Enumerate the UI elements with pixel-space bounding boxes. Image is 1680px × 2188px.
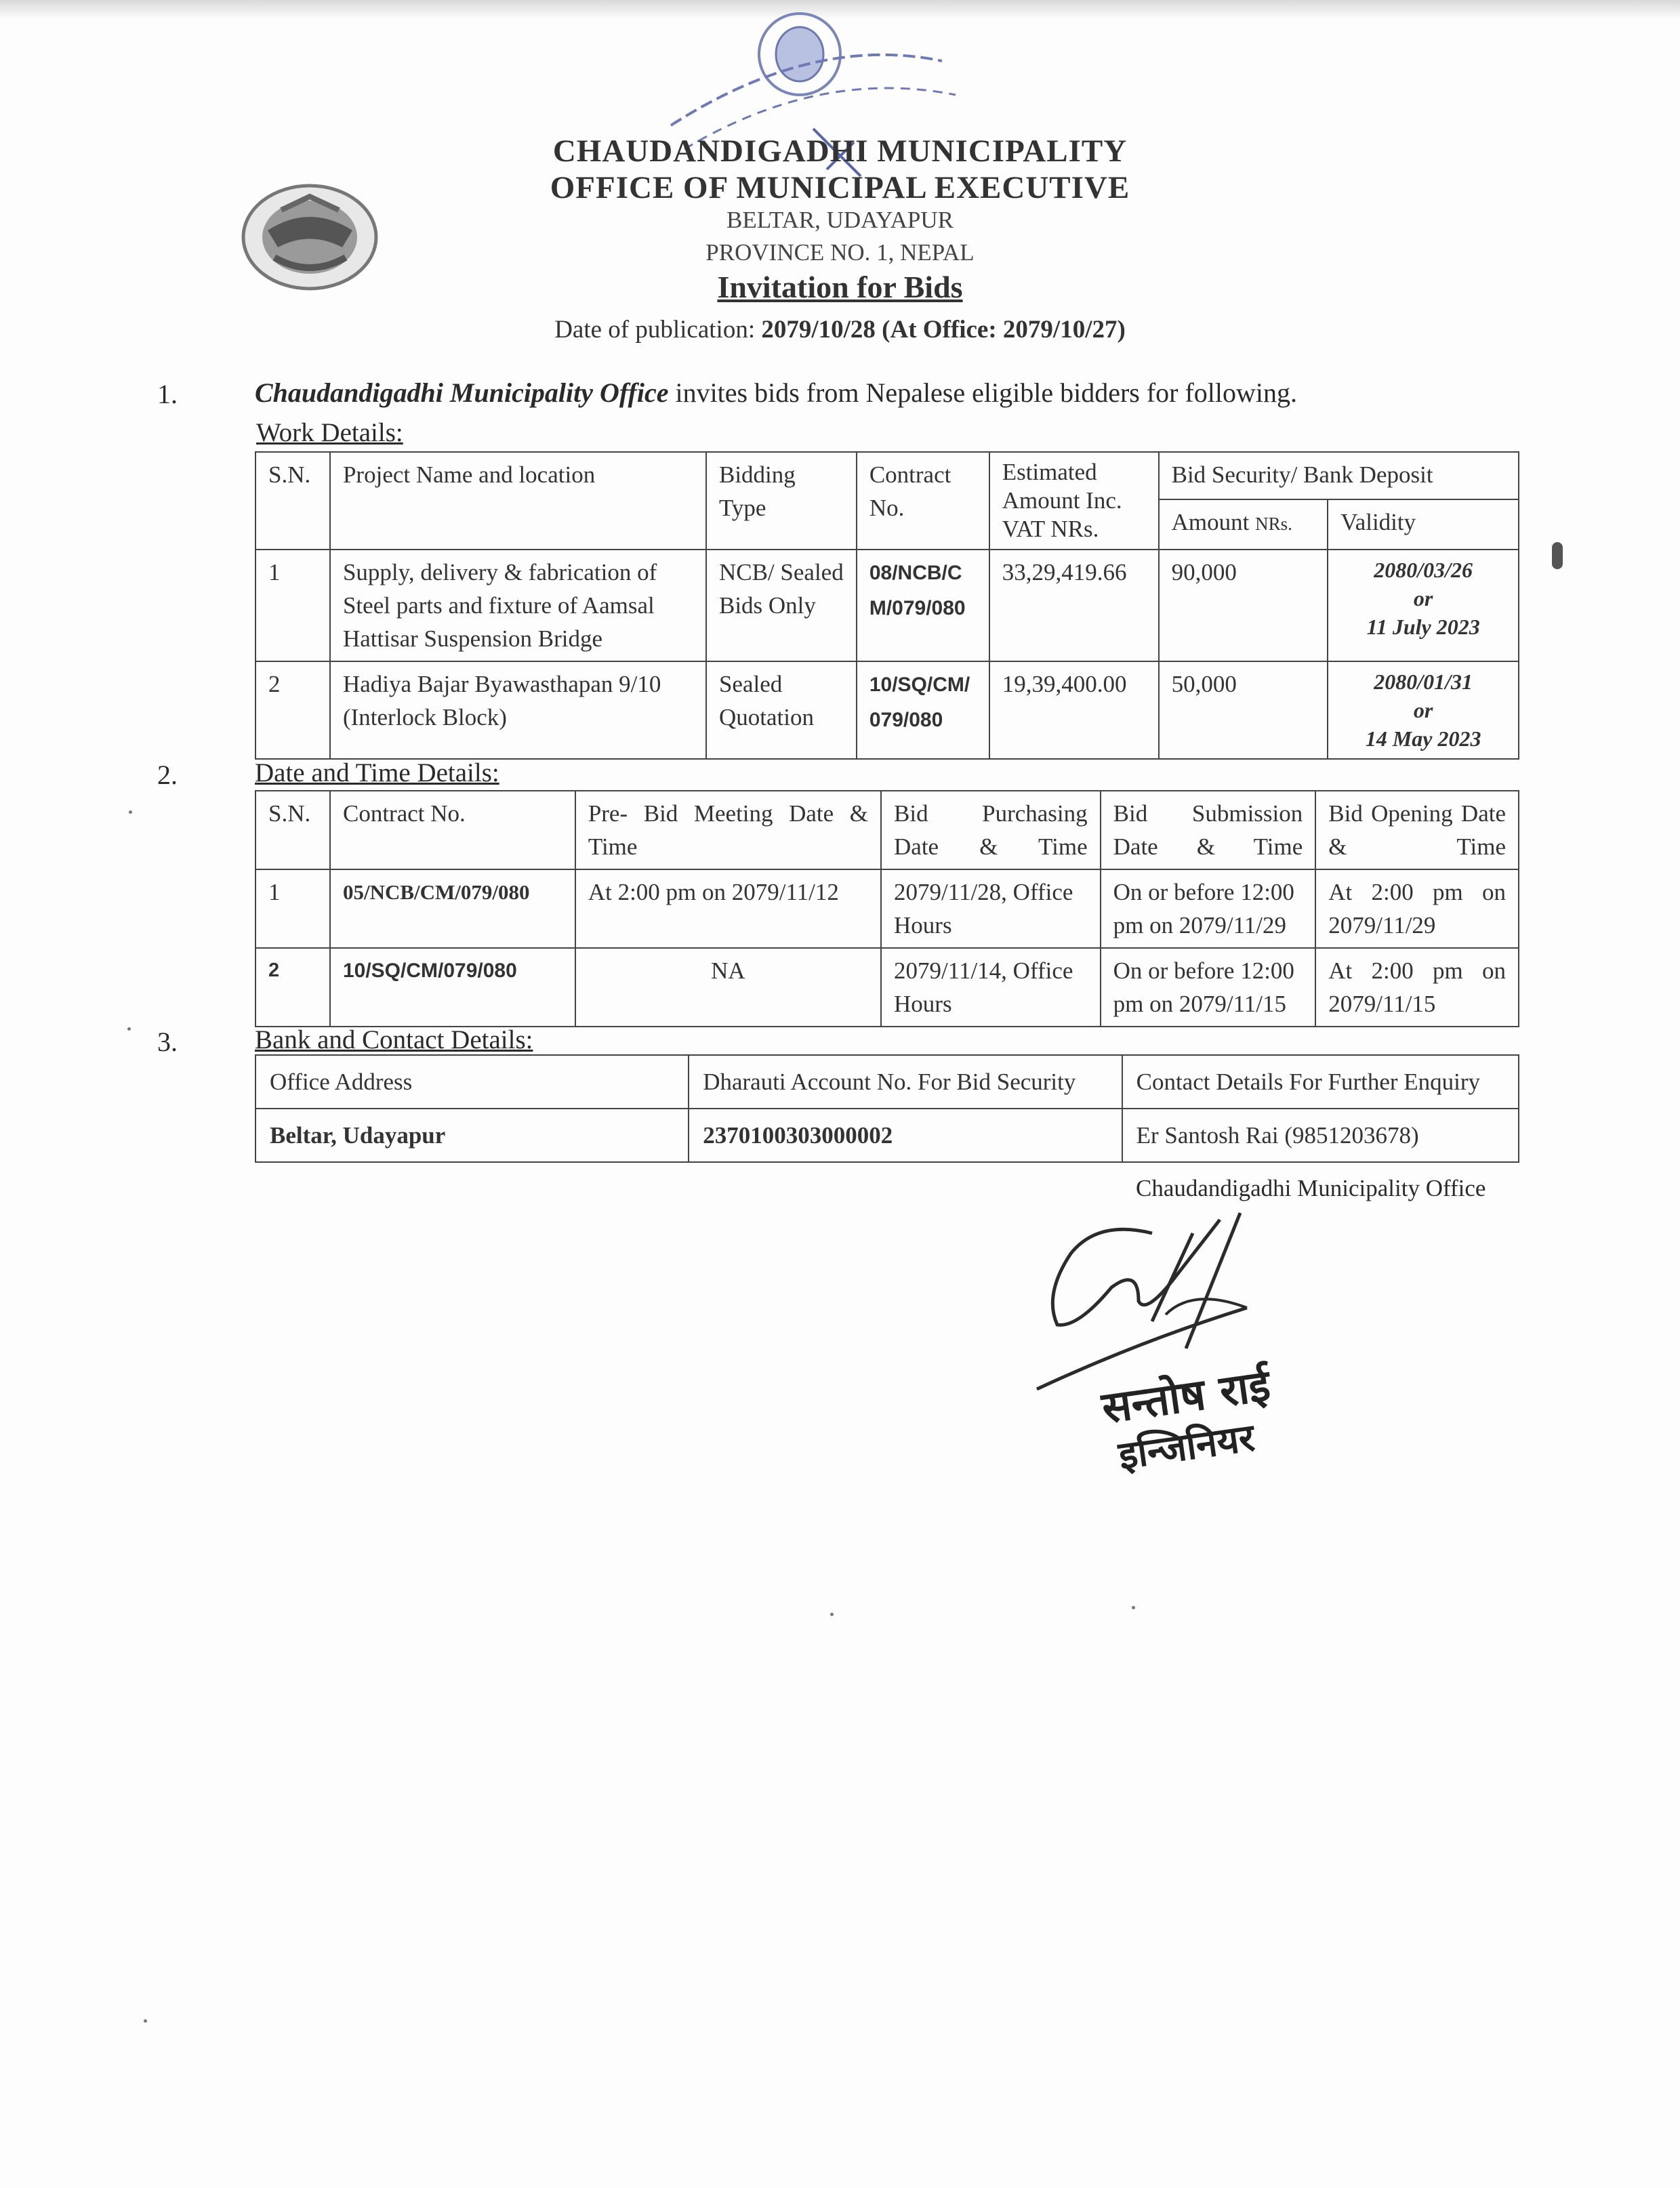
- col-account-no: Dharauti Account No. For Bid Security: [689, 1055, 1122, 1109]
- cell-purchasing: 2079/11/28, Office Hours: [881, 869, 1101, 948]
- bank-contact-table: [255, 1054, 1519, 1163]
- cell-account-no: 2370100303000002: [689, 1109, 1122, 1162]
- cell-validity: [1328, 550, 1519, 661]
- section-1-number: 1.: [157, 379, 178, 409]
- table-row: [255, 1109, 1519, 1162]
- cell-sn: 1: [255, 869, 330, 948]
- col-contract-no: Contract No.: [857, 452, 989, 550]
- signatory-office: Chaudandigadhi Municipality Office: [1136, 1175, 1486, 1201]
- col-contract-no: Contract No.: [330, 791, 575, 869]
- table-row: [255, 661, 1519, 759]
- validity-or: or: [1413, 586, 1433, 611]
- cell-prebid: At 2:00 pm on 2079/11/12: [575, 869, 881, 948]
- cell-opening: At 2:00 pm on 2079/11/15: [1315, 948, 1519, 1027]
- col-amount: [1159, 499, 1328, 550]
- col-opening: Bid Opening Date & Time: [1315, 791, 1519, 869]
- col-estimated: Estimated Amount Inc. VAT NRs.: [989, 452, 1159, 550]
- cell-amount: 50,000: [1159, 661, 1328, 759]
- scan-mark: [1552, 542, 1563, 569]
- office-name: OFFICE OF MUNICIPAL EXECUTIVE: [550, 170, 1130, 205]
- date-time-table: [255, 790, 1519, 1027]
- date-time-heading: Date and Time Details:: [255, 758, 499, 787]
- col-contact: Contact Details For Further Enquiry: [1122, 1055, 1519, 1109]
- publication-date: [0, 315, 1680, 344]
- cell-purchasing: 2079/11/14, Office Hours: [881, 948, 1101, 1027]
- cell-contract-no: 05/NCB/CM/079/080: [330, 869, 575, 948]
- col-purchasing: Bid Purchasing Date & Time: [881, 791, 1101, 869]
- col-bid-security: Bid Security/ Bank Deposit: [1159, 452, 1519, 499]
- col-amount-unit: NRs.: [1255, 514, 1292, 535]
- table-row: [255, 948, 1519, 1027]
- signatory-name-np: सन्तोष राई: [1099, 1360, 1273, 1434]
- cell-project: Hadiya Bajar Byawasthapan 9/10 (Interlock Block): [330, 661, 706, 759]
- table-row: [255, 550, 1519, 661]
- cell-amount: 90,000: [1159, 550, 1328, 661]
- scan-speck: [127, 1027, 131, 1031]
- col-validity: Validity: [1328, 499, 1519, 550]
- scan-speck: [830, 1613, 834, 1616]
- scan-speck: [144, 2019, 147, 2023]
- col-prebid: Pre- Bid Meeting Date & Time: [575, 791, 881, 869]
- validity-or: or: [1413, 698, 1433, 722]
- table-row: [255, 869, 1519, 948]
- signatory-title-np: इन्जिनियर: [1115, 1416, 1258, 1479]
- cell-sn: 1: [255, 550, 330, 661]
- col-submission: Bid Submission Date & Time: [1101, 791, 1316, 869]
- cell-submission: On or before 12:00 pm on 2079/11/29: [1101, 869, 1316, 948]
- section-2-number: 2.: [157, 760, 178, 790]
- validity-date-en: 11 July 2023: [1366, 615, 1480, 639]
- col-bidding-type: Bidding Type: [706, 452, 857, 550]
- section-3-number: 3.: [157, 1027, 178, 1057]
- col-project: Project Name and location: [330, 452, 706, 550]
- office-location: BELTAR, UDAYAPUR: [726, 207, 954, 233]
- municipality-name: CHAUDANDIGADHI MUNICIPALITY: [552, 133, 1128, 169]
- validity-date-np: 2080/03/26: [1374, 558, 1473, 582]
- section-1-intro-text: invites bids from Nepalese eligible bidders for following.: [668, 377, 1298, 408]
- cell-contract-no: 08/NCB/CM/079/080: [857, 550, 989, 661]
- cell-prebid: NA: [575, 948, 881, 1027]
- col-office-address: Office Address: [255, 1055, 689, 1109]
- cell-estimated: 33,29,419.66: [989, 550, 1159, 661]
- validity-date-np: 2080/01/31: [1374, 669, 1473, 694]
- scan-speck: [1132, 1606, 1135, 1609]
- col-sn: S.N.: [255, 791, 330, 869]
- cell-bidding-type: NCB/ Sealed Bids Only: [706, 550, 857, 661]
- cell-estimated: 19,39,400.00: [989, 661, 1159, 759]
- cell-contract-no: 10/SQ/CM/079/080: [857, 661, 989, 759]
- bank-contact-heading: Bank and Contact Details:: [255, 1025, 533, 1054]
- col-amount-label: Amount: [1171, 509, 1250, 536]
- work-details-heading: Work Details:: [256, 418, 403, 447]
- cell-office-address: Beltar, Udayapur: [255, 1109, 689, 1162]
- cell-sn: 2: [255, 948, 330, 1027]
- validity-date-en: 14 May 2023: [1365, 726, 1481, 751]
- publication-date-label: Date of publication:: [554, 316, 762, 344]
- cell-bidding-type: Sealed Quotation: [706, 661, 857, 759]
- province: PROVINCE NO. 1, NEPAL: [705, 239, 975, 266]
- cell-contract-no: 10/SQ/CM/079/080: [330, 948, 575, 1027]
- cell-sn: 2: [255, 661, 330, 759]
- cell-contact: Er Santosh Rai (9851203678): [1122, 1109, 1519, 1162]
- section-1-intro-org: Chaudandigadhi Municipality Office: [255, 377, 669, 408]
- publication-date-value: 2079/10/28 (At Office: 2079/10/27): [761, 316, 1126, 344]
- work-details-table: [255, 451, 1519, 760]
- cell-validity: [1328, 661, 1519, 759]
- cell-opening: At 2:00 pm on 2079/11/29: [1315, 869, 1519, 948]
- col-sn: S.N.: [255, 452, 330, 550]
- scan-speck: [129, 810, 132, 814]
- section-1-intro: [255, 377, 1297, 409]
- document-title: Invitation for Bids: [717, 270, 963, 304]
- cell-project: Supply, delivery & fabrication of Steel parts and fixture of Aamsal Hattisar Suspension Bridge: [330, 550, 706, 661]
- cell-submission: On or before 12:00 pm on 2079/11/15: [1101, 948, 1316, 1027]
